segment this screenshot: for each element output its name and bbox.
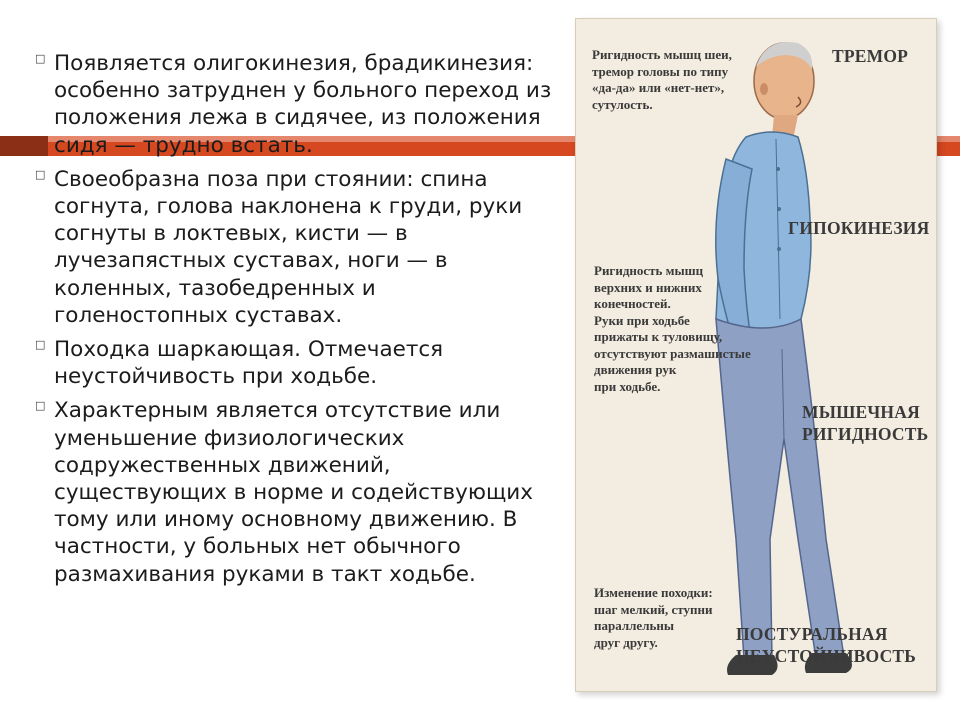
bullet-item xyxy=(34,336,554,390)
bullet-item xyxy=(34,397,554,587)
bullet-text: Появляется олигокинезия, брадикинезия: особенно затруднен у больного переход из положения лежа в сидячее, из положения сидя — трудно встать. xyxy=(54,51,552,158)
caption-line: прижаты к туловищу, xyxy=(594,329,723,344)
caption-line: верхних и нижних xyxy=(594,279,702,295)
square-bullet-icon: □ xyxy=(35,399,46,413)
caption-line: «да-да» или «нет-нет», xyxy=(592,80,725,95)
bullet-text: Своеобразна поза при стоянии: спина согнута, голова наклонена к груди, руки согнуты в локтевых, кисти — в лучезапястных суставах, ноги — в коленных, тазобедренных и голеностопных суставах. xyxy=(54,166,523,328)
heading-rigidity xyxy=(802,401,928,445)
bullet-item xyxy=(34,50,554,159)
caption-line: Ригидность мышц xyxy=(594,263,704,278)
caption-neck xyxy=(592,47,752,113)
caption-limbs xyxy=(594,263,794,395)
heading-hypokinesia: ГИПОКИНЕЗИЯ xyxy=(788,218,930,238)
heading-line: НЕУСТОЙЧИВОСТЬ xyxy=(736,646,917,666)
caption-line: Ригидность мышц шеи, xyxy=(592,47,732,62)
bullet-text: Характерным является отсутствие или уменьшение физиологических содружественных движений, существующих в норме и содействующих тому или иному основному движению. В частности, у больных нет обычного размахивания руками в такт ходьбе. xyxy=(54,398,533,587)
bullet-list xyxy=(34,50,554,595)
square-bullet-icon: □ xyxy=(35,167,46,181)
bullet-item xyxy=(34,166,554,329)
caption-line: Руки при ходьбе xyxy=(594,312,690,328)
parkinson-posture-figure xyxy=(575,18,937,692)
heading-line: МЫШЕЧНАЯ xyxy=(802,402,920,422)
caption-line: шаг мелкий, ступни xyxy=(594,601,713,617)
heading-tremor: ТРЕМОР xyxy=(832,46,909,66)
caption-line: тремор головы по типу xyxy=(592,63,729,79)
square-bullet-icon: □ xyxy=(35,52,46,65)
heading-postural xyxy=(736,623,916,667)
caption-line: отсутствуют размашистые xyxy=(594,345,751,361)
caption-line: при ходьбе. xyxy=(594,378,661,394)
bullet-text: Походка шаркающая. Отмечается неустойчивость при ходьбе. xyxy=(54,337,444,390)
caption-line: друг другу. xyxy=(594,634,658,650)
heading-line: РИГИДНОСТЬ xyxy=(802,424,929,444)
caption-line: параллельны xyxy=(594,618,674,633)
heading-line: ПОСТУРАЛЬНАЯ xyxy=(736,624,888,644)
caption-line: Изменение походки: xyxy=(594,585,713,600)
caption-line: сутулость. xyxy=(592,96,653,112)
caption-line: конечностей. xyxy=(594,296,671,311)
square-bullet-icon: □ xyxy=(35,338,46,352)
caption-line: движения рук xyxy=(594,362,677,377)
